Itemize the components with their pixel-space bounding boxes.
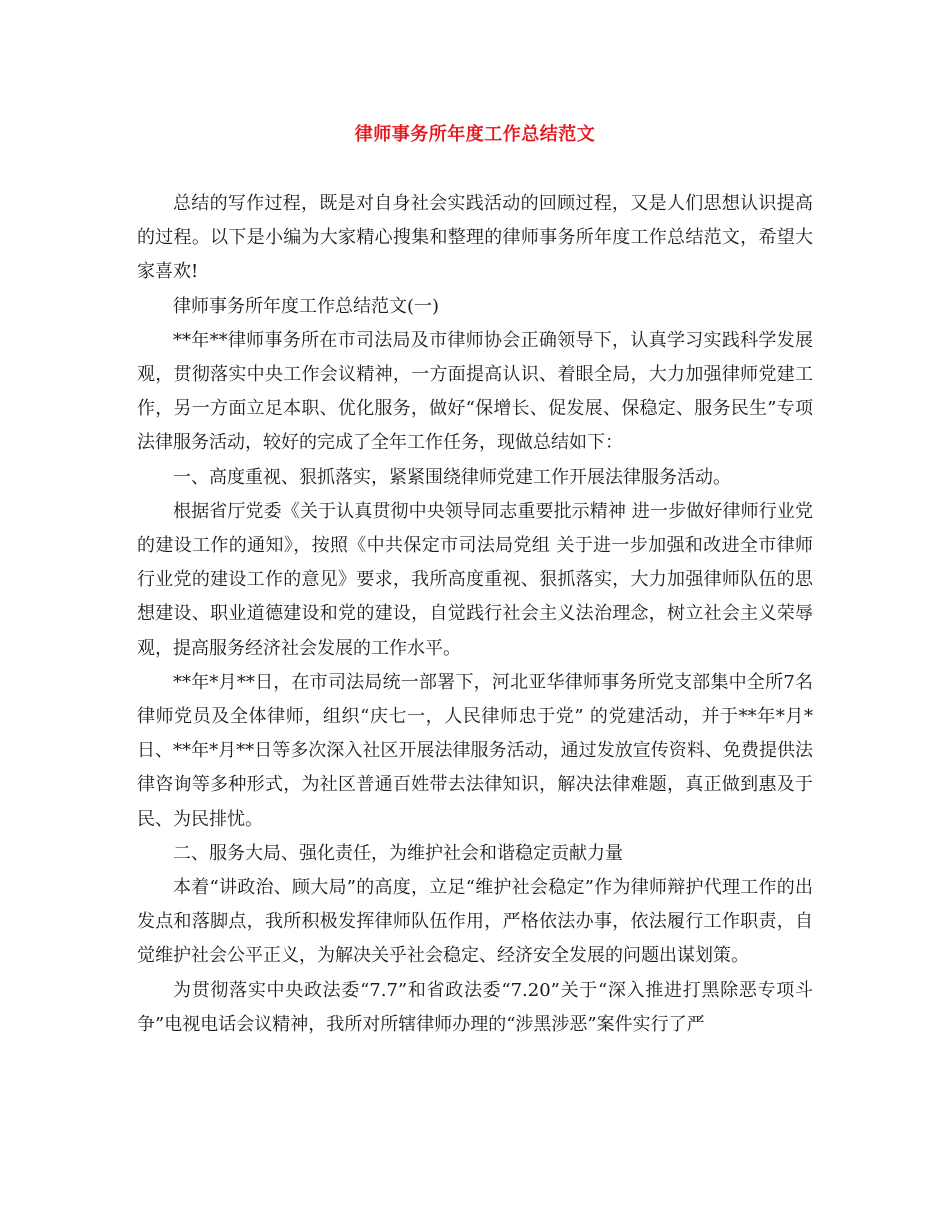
paragraph-activities: **年*月**日，在市司法局统一部署下，河北亚华律师事务所党支部集中全所7名律师党员及全体律师，组织“庆七一，人民律师忠于党” 的党建活动，并于**年*月*日、**年*月**日等多次深入社区开展法律服务活动，通过发放宣传资料、免费提供法律咨询等多种形式，为社区普通百姓带去法律知识，解决法律难题，真正做到惠及于民、为民排忧。 — [137, 671, 813, 830]
paragraph-party-building: 根据省厅党委《关于认真贯彻中央领导同志重要批示精神 进一步做好律师行业党的建设工作的通知》，按照《中共保定市司法局党组 关于进一步加强和改进全市律师行业党的建设工作的意见》要求，我所高度重视、狠抓落实，大力加强律师队伍的思想建设、职业道德建设和党的建设，自觉践行社会主义法治理念，树立社会主义荣辱观，提高服务经济社会发展的工作水平。 — [137, 500, 813, 659]
paragraph-overview: **年**律师事务所在市司法局及市律师协会正确领导下，认真学习实践科学发展观，贯彻落实中央工作会议精神，一方面提高认识、着眼全局，大力加强律师党建工作，另一方面立足本职、优化服务，做好“保增长、促发展、保稳定、服务民生”专项法律服务活动，较好的完成了全年工作任务，现做总结如下： — [137, 329, 813, 454]
section-heading-sample-one: 律师事务所年度工作总结范文(一) — [173, 295, 440, 317]
section-heading-one: 一、高度重视、狠抓落实，紧紧围绕律师党建工作开展法律服务活动。 — [173, 466, 731, 488]
paragraph-intro: 总结的写作过程，既是对自身社会实践活动的回顾过程，又是人们思想认识提高的过程。以下是小编为大家精心搜集和整理的律师事务所年度工作总结范文，希望大家喜欢! — [137, 193, 813, 283]
paragraph-stability: 本着“讲政治、顾大局”的高度，立足“维护社会稳定”作为律师辩护代理工作的出发点和落脚点，我所积极发挥律师队伍作用，严格依法办事，依法履行工作职责，自觉维护社会公平正义，为解决关乎社会稳定、经济安全发展的问题出谋划策。 — [137, 877, 813, 967]
document-body — [137, 187, 813, 1042]
paragraph-crackdown: 为贯彻落实中央政法委“7.7”和省政法委“7.20”关于“深入推进打黑除恶专项斗争”电视电话会议精神，我所对所辖律师办理的“涉黑涉恶”案件实行了严 — [137, 979, 813, 1035]
section-heading-two: 二、服务大局、强化责任，为维护社会和谐稳定贡献力量 — [173, 842, 623, 864]
document-title: 律师事务所年度工作总结范文 — [354, 124, 596, 145]
